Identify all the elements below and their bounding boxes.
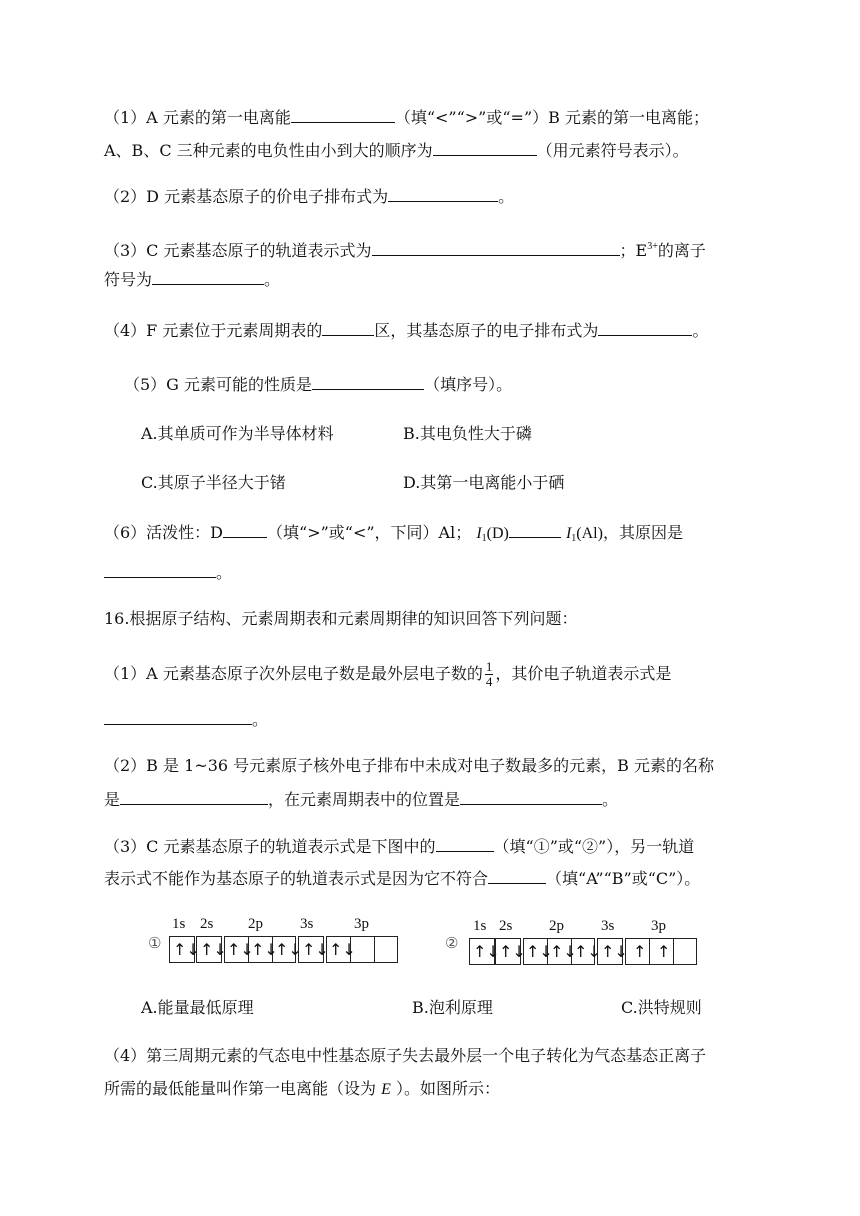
marker-circled-1: ① [148,934,162,952]
q16-part4-line2: 所需的最低能量叫作第一电离能（设为 E ）。如图所示： [104,1079,500,1098]
orbital-2s [196,936,227,963]
q15-option-d[interactable]: D.其第一电离能小于硒 [403,473,565,492]
answer-blank[interactable] [460,788,602,805]
answer-blank[interactable] [152,268,264,285]
electron-pair: ↑↓ [227,940,254,959]
q16-option-b[interactable]: B.泡利原理 [412,998,493,1017]
answer-blank[interactable] [223,521,267,538]
q15-part1-line2: A、B、C 三种元素的电负性由小到大的顺序为 （用元素符号表示）。 [104,141,689,160]
label-3s: 3s [601,918,615,934]
orbital-2p [224,936,302,963]
electron-pair: ↑↓ [574,942,601,961]
q15-part2: （2）D 元素基态原子的价电子排布式为 。 [104,187,515,206]
answer-blank[interactable] [372,239,620,256]
q16-part2-line1: （2）B 是 1~36 号元素原子核外电子排布中未成对电子数最多的元素，B 元素的名称 [104,756,714,775]
answer-blank[interactable] [488,867,546,884]
orbital-diagram-1 [148,916,408,976]
electron-pair: ↑↓ [526,942,553,961]
q16-part1-line1: （1）A 元素基态原子次外层电子数是最外层电子数的 $\frac{1}{4}$ ，其价电子轨道表示式是 [104,659,672,689]
q15-part5: （5）G 元素可能的性质是 （填序号）。 [124,375,513,394]
electron-up: ↑ [633,942,647,961]
orbital-2s [495,938,526,965]
orbital-diagram-2 [445,918,705,978]
answer-blank[interactable] [598,319,692,336]
electron-up: ↑ [657,942,671,961]
label-3p: 3p [354,916,369,932]
label-1s: 1s [473,918,487,934]
q16-option-a[interactable]: A.能量最低原理 [141,998,254,1017]
q15-part1-line1: （1）A 元素的第一电离能 （填“<”“>”或“=”）B 元素的第一电离能； [104,108,709,127]
answer-blank[interactable] [104,708,252,725]
q15-option-a[interactable]: A.其单质可作为半导体材料 [141,424,334,443]
label-2p: 2p [549,918,564,934]
q15-option-c[interactable]: C.其原子半径大于锗 [141,473,286,492]
electron-pair: ↑↓ [173,940,200,959]
answer-blank[interactable] [509,521,561,538]
q16-part2-line2: 是 ，在元素周期表中的位置是 。 [104,790,619,809]
electron-pair: ↑↓ [601,942,628,961]
label-3p: 3p [651,918,666,934]
answer-blank[interactable] [436,835,494,852]
q15-part3-line2: 符号为 。 [104,270,281,289]
electron-pair: ↑↓ [499,942,526,961]
orbital-3s [597,938,628,965]
q16-part3-line2: 表示式不能作为基态原子的轨道表示式是因为它不符合 （填“A”“B”或“C”）。 [104,869,701,888]
answer-blank[interactable] [120,788,268,805]
electron-pair: ↑↓ [329,940,356,959]
orbital-1s [169,936,200,963]
label-2s: 2s [200,916,214,932]
electron-pair: ↑↓ [550,942,577,961]
electron-pair: ↑↓ [200,940,227,959]
q16-part4-line1: （4）第三周期元素的气态电中性基态原子失去最外层一个电子转化为气态基态正离子 [104,1046,707,1065]
q16-title: 16.根据原子结构、元素周期表和元素周期律的知识回答下列问题： [104,609,578,628]
q16-part3-line1: （3）C 元素基态原子的轨道表示式是下图中的 （填“①”或“②”），另一轨道 [104,837,695,856]
label-2p: 2p [248,916,263,932]
answer-blank[interactable] [104,561,216,578]
electron-pair: ↑↓ [251,940,278,959]
orbital-1s [469,938,500,965]
orbital-3s [298,936,329,963]
orbital-2p [523,938,601,965]
marker-circled-2: ② [445,934,459,952]
answer-blank[interactable] [388,185,498,202]
orbital-3p [625,938,697,965]
orbital-3p [326,936,398,963]
electron-pair: ↑↓ [473,942,500,961]
q15-part6-line1: （6）活泼性：D （填“>”或“<”，下同）Al； $I_1(D)$ $I_1(Al)$，其原因是 [104,523,683,544]
q15-option-b[interactable]: B.其电负性大于磷 [403,424,532,443]
electron-pair: ↑↓ [275,940,302,959]
label-2s: 2s [499,918,513,934]
q16-part1-line2: 。 [104,708,268,731]
label-3s: 3s [300,916,314,932]
answer-blank[interactable] [322,319,374,336]
q15-part6-line2: 。 [104,561,232,584]
fraction-one-quarter: $\frac{1}{4}$ [485,659,493,689]
answer-blank[interactable] [291,106,395,123]
answer-blank[interactable] [433,139,537,156]
q15-part3-line1: （3）C 元素基态原子的轨道表示式为 ；$E^{3+}$的离子 [104,241,706,260]
q15-part4: （4）F 元素位于元素周期表的 区，其基态原子的电子排布式为 。 [104,321,709,340]
q16-option-c[interactable]: C.洪特规则 [621,998,702,1017]
answer-blank[interactable] [312,373,424,390]
electron-pair: ↑↓ [302,940,329,959]
label-1s: 1s [172,916,186,932]
